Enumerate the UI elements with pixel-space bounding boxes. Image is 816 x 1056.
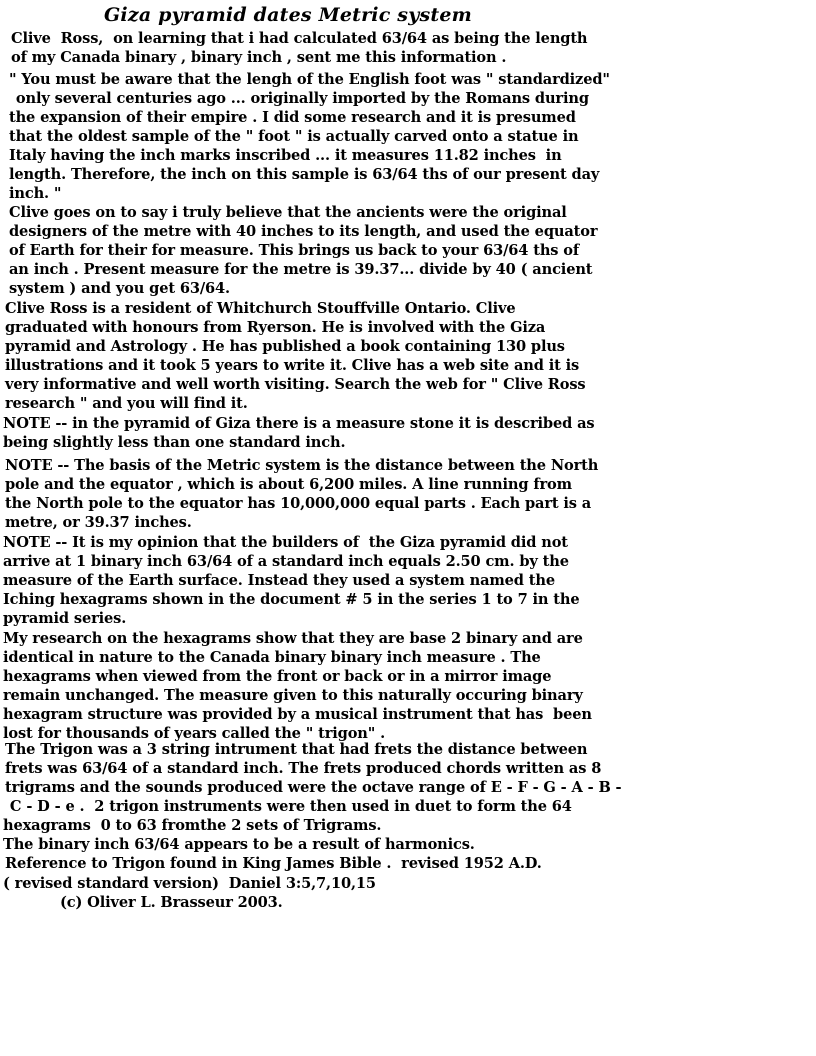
text-line: measure of the Earth surface. Instead they used a system named the: [3, 572, 555, 589]
text-line: of Earth for their for measure. This brings us back to your 63/64 ths of: [9, 242, 579, 259]
text-line: Clive Ross is a resident of Whitchurch Stouffville Ontario. Clive: [5, 300, 516, 317]
text-line: frets was 63/64 of a standard inch. The frets produced chords written as 8: [5, 760, 602, 777]
text-line: lost for thousands of years called the " trigon" .: [3, 725, 386, 742]
text-line: NOTE -- in the pyramid of Giza there is a measure stone it is described as: [3, 415, 595, 432]
text-line: The Trigon was a 3 string intrument that had frets the distance between: [5, 741, 588, 758]
text-line: pyramid and Astrology . He has published a book containing 130 plus: [5, 338, 565, 355]
text-line: the expansion of their empire . I did some research and it is presumed: [9, 109, 576, 126]
text-line: hexagrams 0 to 63 fromthe 2 sets of Trigrams.: [3, 817, 382, 834]
text-line: designers of the metre with 40 inches to its length, and used the equator: [9, 223, 598, 240]
text-line: remain unchanged. The measure given to this naturally occuring binary: [3, 687, 583, 704]
text-line: only several centuries ago ... originally imported by the Romans during: [11, 90, 589, 107]
text-line: C - D - e . 2 trigon instruments were then used in duet to form the 64: [5, 798, 572, 815]
text-line: that the oldest sample of the " foot " is actually carved onto a statue in: [9, 128, 579, 145]
page-title: Giza pyramid dates Metric system: [104, 4, 472, 26]
text-line: Iching hexagrams shown in the document # 5 in the series 1 to 7 in the: [3, 591, 580, 608]
text-line: of my Canada binary , binary inch , sent me this information .: [11, 49, 507, 66]
text-line: The binary inch 63/64 appears to be a result of harmonics.: [3, 836, 475, 853]
text-line: system ) and you get 63/64.: [9, 280, 230, 297]
text-line: length. Therefore, the inch on this sample is 63/64 ths of our present day: [9, 166, 600, 183]
text-line: ( revised standard version) Daniel 3:5,7,10,15: [3, 875, 376, 892]
text-line: an inch . Present measure for the metre is 39.37... divide by 40 ( ancient: [9, 261, 593, 278]
text-line: very informative and well worth visiting. Search the web for " Clive Ross: [5, 376, 586, 393]
text-line: graduated with honours from Ryerson. He is involved with the Giza: [5, 319, 546, 336]
text-line: " You must be aware that the lengh of the English foot was " standardized": [9, 71, 610, 88]
text-line: illustrations and it took 5 years to write it. Clive has a web site and it is: [5, 357, 580, 374]
text-line: hexagram structure was provided by a musical instrument that has been: [3, 706, 592, 723]
text-line: the North pole to the equator has 10,000,000 equal parts . Each part is a: [5, 495, 592, 512]
text-line: metre, or 39.37 inches.: [5, 514, 192, 531]
text-line: being slightly less than one standard inch.: [3, 434, 346, 451]
text-line: Clive goes on to say i truly believe that the ancients were the original: [9, 204, 567, 221]
text-line: (c) Oliver L. Brasseur 2003.: [60, 894, 283, 911]
text-line: Clive Ross, on learning that i had calculated 63/64 as being the length: [11, 30, 588, 47]
text-line: hexagrams when viewed from the front or back or in a mirror image: [3, 668, 552, 685]
text-line: NOTE -- The basis of the Metric system is the distance between the North: [5, 457, 599, 474]
text-line: pole and the equator , which is about 6,200 miles. A line running from: [5, 476, 572, 493]
text-line: trigrams and the sounds produced were the octave range of E - F - G - A - B -: [5, 779, 622, 796]
text-line: pyramid series.: [3, 610, 127, 627]
text-line: NOTE -- It is my opinion that the builders of the Giza pyramid did not: [3, 534, 568, 551]
text-line: My research on the hexagrams show that they are base 2 binary and are: [3, 630, 583, 647]
text-line: identical in nature to the Canada binary binary inch measure . The: [3, 649, 541, 666]
text-line: Italy having the inch marks inscribed ... it measures 11.82 inches in: [9, 147, 562, 164]
text-line: inch. ": [9, 185, 62, 202]
text-line: research " and you will find it.: [5, 395, 248, 412]
text-line: Reference to Trigon found in King James Bible . revised 1952 A.D.: [5, 855, 542, 872]
text-line: arrive at 1 binary inch 63/64 of a standard inch equals 2.50 cm. by the: [3, 553, 569, 570]
